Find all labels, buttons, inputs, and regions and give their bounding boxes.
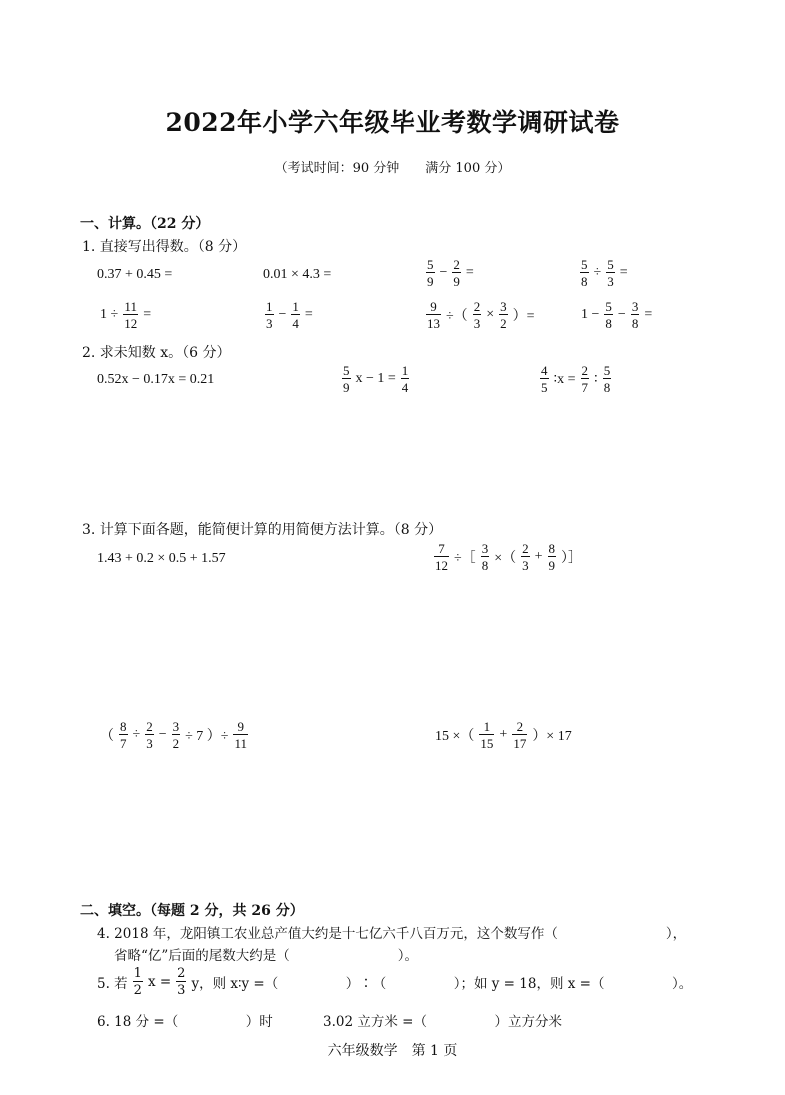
- math-operator: 1 −: [581, 307, 600, 322]
- math-operator: x =: [147, 974, 172, 990]
- denominator: 12: [124, 316, 138, 331]
- q1-item-b: 0.01 × 4.3 =: [263, 267, 332, 282]
- math-operator: ×: [486, 307, 495, 322]
- fraction: [426, 258, 435, 288]
- math-operator: =: [143, 307, 152, 322]
- q2-label: 2. 求未知数 x。（6 分）: [82, 345, 231, 361]
- fraction: [434, 542, 449, 572]
- denominator: 15: [480, 736, 494, 751]
- numerator: 1: [133, 966, 142, 981]
- fraction: [631, 300, 640, 330]
- numerator: 1: [401, 363, 409, 378]
- denominator: 3: [177, 983, 186, 998]
- fraction: [123, 300, 138, 330]
- math-operator: =: [465, 265, 474, 280]
- denominator: 13: [427, 316, 440, 331]
- denominator: 2: [133, 983, 142, 998]
- numerator: 9: [233, 720, 248, 735]
- fraction: [401, 364, 410, 394]
- math-operator: ÷ 7 ）÷: [185, 729, 229, 744]
- math-operator: ÷: [132, 727, 141, 742]
- exam-info: （考试时间：90 分钟 满分 100 分）: [274, 161, 511, 176]
- numerator: 9: [426, 300, 441, 315]
- q3-item-d: [432, 720, 575, 750]
- q2-item-c: [538, 364, 613, 394]
- math-operator: ）× 17: [532, 729, 572, 744]
- math-operator: −: [617, 307, 626, 322]
- math-operator: 5. 若: [97, 976, 128, 992]
- denominator: 4: [401, 380, 409, 395]
- math-operator: −: [158, 727, 167, 742]
- denominator: 8: [631, 316, 639, 331]
- q2-item-b: [340, 364, 411, 394]
- fraction: [342, 364, 351, 394]
- numerator: 4: [541, 363, 548, 378]
- denominator: 9: [548, 558, 555, 573]
- fraction: [606, 258, 615, 288]
- numerator: 3: [631, 299, 639, 314]
- denominator: 12: [435, 558, 448, 573]
- denominator: 5: [541, 380, 548, 395]
- q6-part-b: 3.02 立方米 =（ ）立方分米: [323, 1014, 562, 1030]
- q1-item-c: [424, 258, 477, 288]
- q1-item-h: [578, 300, 655, 330]
- fraction: [172, 720, 181, 750]
- math-operator: =: [619, 265, 628, 280]
- denominator: 11: [234, 736, 247, 751]
- numerator: 2: [177, 966, 186, 981]
- fraction: [426, 300, 441, 330]
- fraction: [479, 720, 494, 750]
- fraction: [512, 720, 527, 750]
- math-operator: +: [499, 727, 508, 742]
- math-operator: ∶x =: [553, 371, 576, 387]
- math-operator: ∶: [594, 371, 598, 387]
- numerator: 5: [607, 257, 614, 272]
- numerator: 11: [124, 299, 137, 314]
- q3-label: 3. 计算下面各题，能简便计算的用简便方法计算。（8 分）: [82, 522, 443, 538]
- q4-line-1: 4. 2018 年，龙阳镇工农业总产值大约是十七亿六千八百万元，这个数写作（ ），: [97, 926, 687, 942]
- q1-item-g: [424, 300, 538, 330]
- q3-item-a: 1.43 + 0.2 × 0.5 + 1.57: [97, 551, 226, 566]
- numerator: 2: [522, 541, 529, 556]
- fraction: [603, 364, 612, 394]
- numerator: 5: [581, 257, 588, 272]
- fraction: [265, 300, 274, 330]
- denominator: 2: [172, 736, 180, 751]
- fraction: [452, 258, 461, 288]
- fraction: [499, 300, 508, 330]
- fraction: [145, 720, 154, 750]
- math-operator: =: [304, 307, 313, 322]
- denominator: 3: [473, 316, 481, 331]
- numerator: 5: [605, 299, 612, 314]
- q6-part-a: 6. 18 分 =（ ）时: [97, 1014, 273, 1030]
- math-operator: −: [439, 265, 448, 280]
- numerator: 3: [172, 719, 180, 734]
- denominator: 17: [513, 736, 527, 751]
- numerator: 8: [548, 541, 555, 556]
- numerator: 2: [473, 299, 481, 314]
- q1-label: 1. 直接写出得数。（8 分）: [82, 239, 247, 255]
- math-operator: ×（: [494, 551, 517, 566]
- q3-item-c: [97, 720, 250, 750]
- numerator: 1: [266, 299, 273, 314]
- fraction: [176, 967, 186, 997]
- fraction: [540, 364, 549, 394]
- page-footer: 六年级数学 第 1 页: [327, 1043, 458, 1059]
- math-operator: ）=: [512, 309, 535, 324]
- fraction: [291, 300, 300, 330]
- section-1-heading: 一、计算。（22 分）: [80, 216, 210, 232]
- denominator: 9: [427, 274, 434, 289]
- numerator: 5: [343, 363, 350, 378]
- fraction: [119, 720, 128, 750]
- math-operator: （: [100, 729, 114, 744]
- q2-item-a: 0.52x − 0.17x = 0.21: [97, 372, 215, 387]
- numerator: 5: [427, 257, 434, 272]
- fraction: [548, 542, 557, 572]
- numerator: 5: [603, 363, 611, 378]
- numerator: 1: [292, 299, 299, 314]
- q4-line-2: 省略“亿”后面的尾数大约是（ ）。: [114, 948, 419, 964]
- fraction: [133, 967, 143, 997]
- denominator: 8: [603, 380, 611, 395]
- numerator: 3: [500, 299, 507, 314]
- numerator: 2: [581, 363, 589, 378]
- math-operator: ）］: [561, 551, 582, 566]
- numerator: 2: [453, 257, 460, 272]
- math-operator: −: [278, 307, 287, 322]
- q3-item-b: [432, 542, 585, 572]
- section-2-heading: 二、填空。（每题 2 分，共 26 分）: [80, 903, 304, 919]
- denominator: 9: [453, 274, 460, 289]
- page-title: 2022年小学六年级毕业考数学调研试卷: [165, 108, 620, 137]
- q1-item-e: [97, 300, 154, 330]
- denominator: 2: [500, 316, 507, 331]
- q5: [97, 967, 695, 997]
- q1-item-d: [578, 258, 631, 288]
- denominator: 7: [120, 736, 127, 751]
- math-operator: +: [534, 549, 543, 564]
- math-operator: 15 ×（: [435, 729, 475, 744]
- fraction: [473, 300, 482, 330]
- math-operator: ÷（: [446, 309, 468, 324]
- math-operator: x − 1 =: [355, 371, 396, 386]
- math-operator: =: [644, 307, 653, 322]
- math-operator: ÷: [593, 265, 602, 280]
- math-operator: 1 ÷: [100, 307, 119, 322]
- fraction: [604, 300, 613, 330]
- fraction: [580, 258, 589, 288]
- denominator: 3: [146, 736, 153, 751]
- math-operator: y，则 x∶y =（ ）∶（ ）；如 y = 18，则 x =（ ）。: [191, 976, 693, 992]
- fraction: [481, 542, 490, 572]
- fraction: [521, 542, 530, 572]
- denominator: 8: [481, 558, 489, 573]
- q1-item-a: 0.37 + 0.45 =: [97, 267, 173, 282]
- denominator: 4: [292, 316, 299, 331]
- denominator: 3: [522, 558, 529, 573]
- math-operator: ÷［: [454, 551, 476, 566]
- denominator: 9: [343, 380, 350, 395]
- fraction: [233, 720, 248, 750]
- denominator: 8: [605, 316, 612, 331]
- numerator: 7: [434, 542, 449, 557]
- q1-item-f: [263, 300, 316, 330]
- numerator: 1: [479, 720, 494, 735]
- denominator: 8: [581, 274, 588, 289]
- numerator: 8: [120, 719, 127, 734]
- denominator: 7: [581, 380, 589, 395]
- numerator: 2: [146, 719, 153, 734]
- fraction: [581, 364, 590, 394]
- denominator: 3: [607, 274, 614, 289]
- numerator: 3: [481, 541, 489, 556]
- numerator: 2: [512, 720, 527, 735]
- denominator: 3: [266, 316, 273, 331]
